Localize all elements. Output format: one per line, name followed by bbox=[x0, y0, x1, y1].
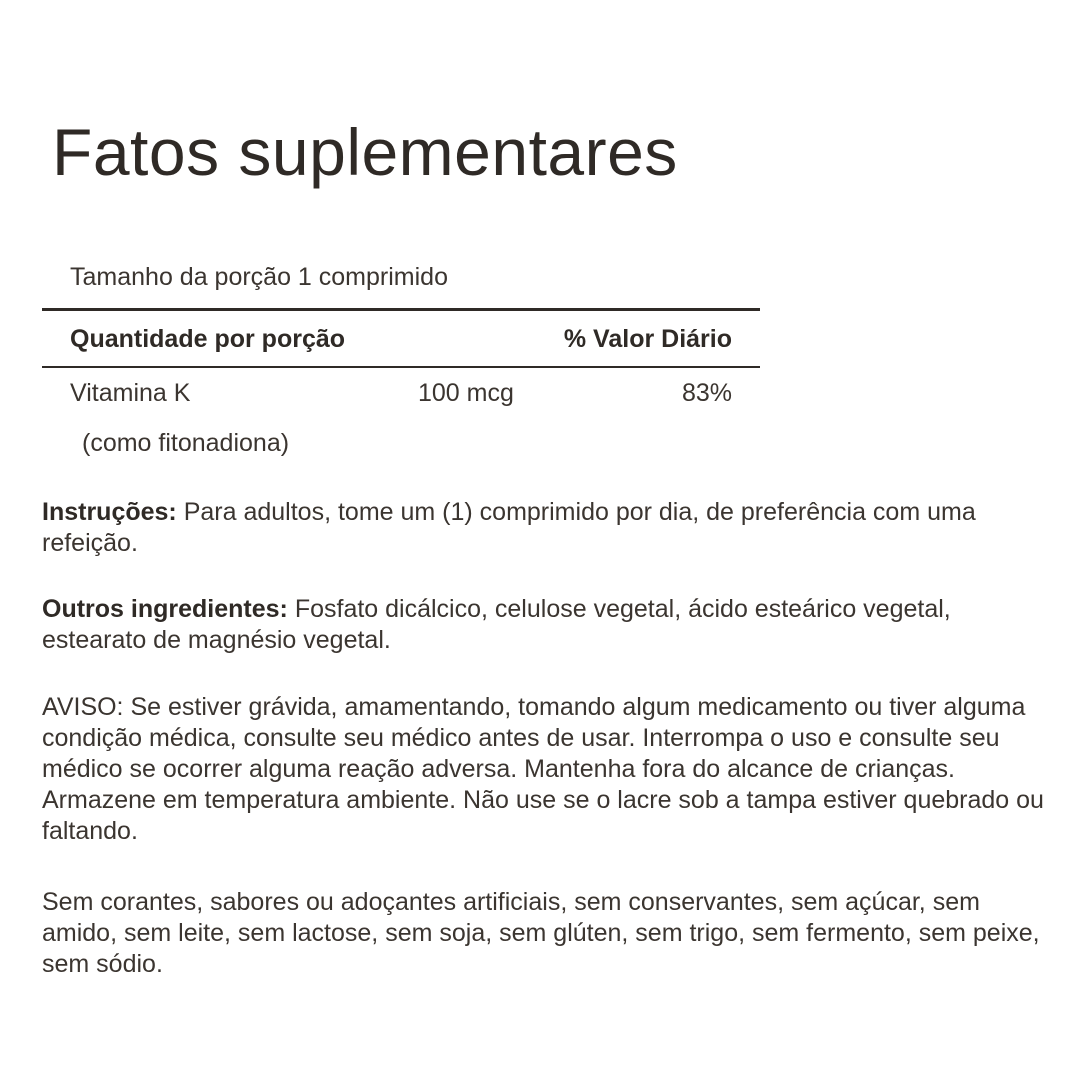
instructions-label: Instruções: bbox=[42, 498, 177, 526]
page-title: Fatos suplementares bbox=[52, 115, 678, 189]
table-row bbox=[42, 368, 760, 418]
other-ingredients-text: Fosfato dicálcico, celulose vegetal, ácido esteárico vegetal, estearato de magnésio vegetal. bbox=[42, 595, 951, 654]
supplement-facts-table bbox=[42, 258, 760, 464]
other-ingredients-paragraph bbox=[42, 594, 1052, 656]
nutrient-source: (como fitonadiona) bbox=[82, 429, 290, 457]
nutrient-amount: 100 mcg bbox=[418, 379, 514, 407]
warning-paragraph: AVISO: Se estiver grávida, amamentando, tomando algum medicamento ou tiver alguma condição médica, consulte seu médico antes de usar. Interrompa o uso e consulte seu médico se ocorrer alguma reação adversa. Mantenha fora do alcance de crianças. Armazene em temperatura ambiente. Não use se o lacre sob a tampa estiver quebrado ou faltando. bbox=[42, 693, 1044, 845]
nutrient-name: Vitamina K bbox=[70, 379, 191, 407]
serving-size: Tamanho da porção 1 comprimido bbox=[70, 263, 448, 291]
table-header-row bbox=[42, 311, 760, 366]
instructions-paragraph bbox=[42, 497, 1052, 559]
free-from-paragraph: Sem corantes, sabores ou adoçantes artificiais, sem conservantes, sem açúcar, sem amido, sem leite, sem lactose, sem soja, sem glúten, sem trigo, sem fermento, sem peixe, sem sódio. bbox=[42, 888, 1040, 978]
daily-value-header: % Valor Diário bbox=[563, 325, 732, 353]
nutrient-daily-value: 83% bbox=[681, 379, 732, 407]
amount-per-serving-header: Quantidade por porção bbox=[70, 325, 346, 353]
instructions-text: Para adultos, tome um (1) comprimido por dia, de preferência com uma refeição. bbox=[42, 498, 976, 557]
other-ingredients-label: Outros ingredientes: bbox=[42, 595, 288, 623]
